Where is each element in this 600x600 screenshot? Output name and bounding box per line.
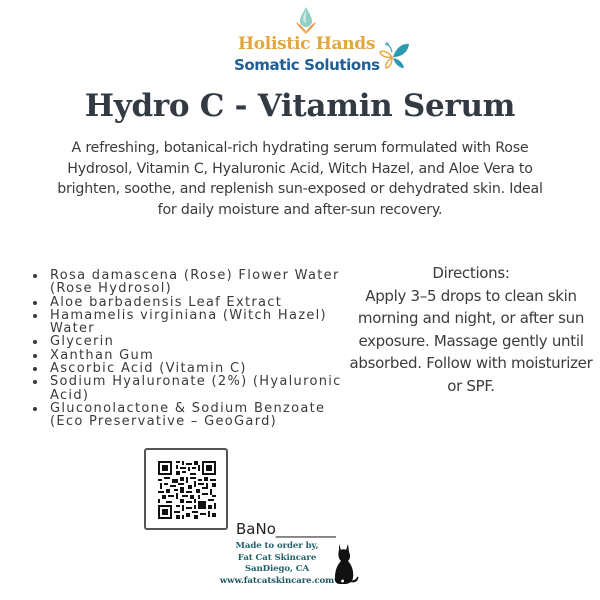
cat-silhouette-icon [332,542,360,588]
maker-line3: SanDiego, CA [244,564,310,575]
product-description: A refreshing, botanical-rich hydrating serum formulated with Rose Hydrosol, Vitamin C, Hyaluronic Acid, Witch Hazel, and Aloe Vera to brighten, soothe, and replenish sun-exposed or dehydrated skin. Ideal for daily moisture and after-sun recovery. [57,140,543,218]
ingredient-item: Hamamelis virginiana (Witch Hazel) Water [30,309,350,336]
ingredient-item: Aloe barbadensis Leaf Extract [30,296,350,309]
directions-block [348,262,594,398]
brand-name-line1: Holistic Hands [238,34,376,54]
ingredient-item: Ascorbic Acid (Vitamin C) [30,362,350,375]
product-title: Hydro C - Vitamin Serum [84,88,516,124]
ingredient-item: Gluconolactone & Sodium Benzoate (Eco Preservative – GeoGard) [30,402,350,429]
qr-code[interactable] [144,448,228,530]
maker-website-link[interactable]: www.fatcatskincare.com [219,575,335,586]
ingredient-item: Sodium Hyaluronate (2%) (Hyaluronic Acid) [30,375,350,402]
qr-code-icon [158,461,216,519]
butterfly-icon [378,40,410,72]
ingredient-item: Rosa damascena (Rose) Flower Water (Rose Hydrosol) [30,269,350,296]
directions-text: Apply 3–5 drops to clean skin morning and night, or after sun exposure. Massage gently until absorbed. Follow with moisturizer or SPF. [349,286,593,395]
ingredients-list [30,269,350,429]
batch-number-field: BaNo________ [236,520,336,538]
brand-logo [232,4,412,76]
maker-line2: Fat Cat Skincare [237,552,317,563]
maker-line1: Made to order by, [235,541,319,551]
maker-info [212,541,342,587]
ingredient-item: Xanthan Gum [30,349,350,362]
directions-heading: Directions: [432,264,510,282]
ingredient-item: Glycerin [30,335,350,348]
brand-name-line2: Somatic Solutions [234,56,380,74]
water-drop-lotus-icon [294,6,318,36]
